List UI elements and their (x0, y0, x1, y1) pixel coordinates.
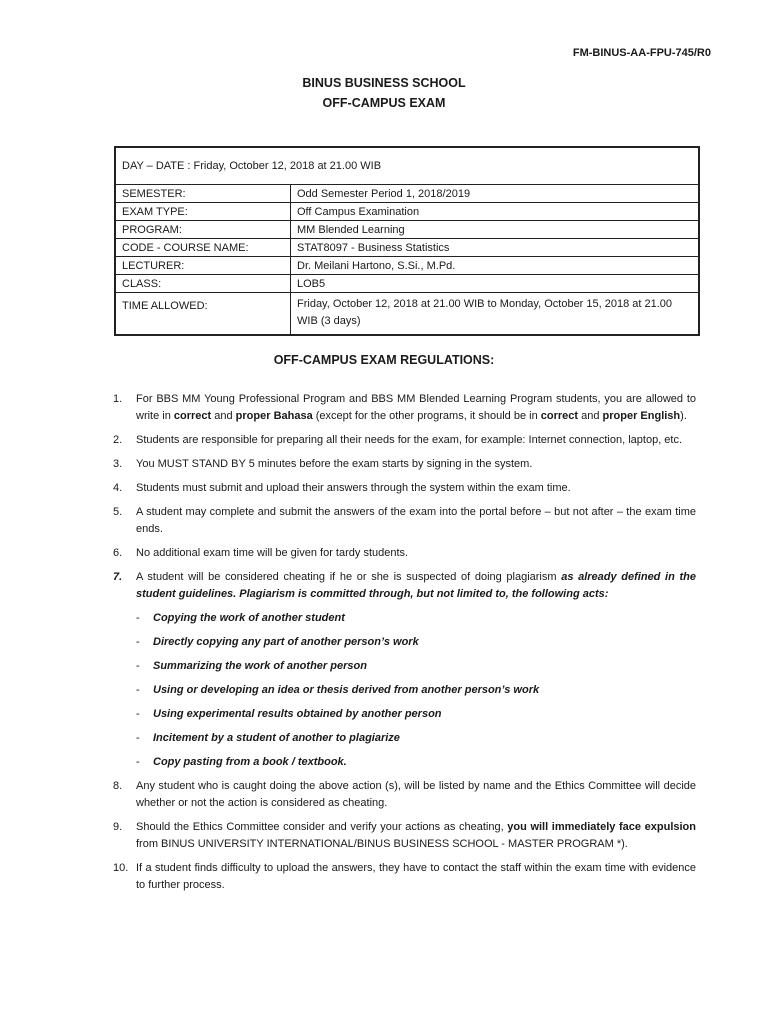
exam-type-row (115, 203, 699, 221)
regulation-item-plagiarism (113, 569, 696, 771)
act-text: Incitement by a student of another to plagiarize (153, 732, 400, 744)
info-value: Dr. Meilani Hartono, S.Si., M.Pd. (291, 257, 700, 275)
item-text: Should the Ethics Committee consider and verify your actions as cheating, (136, 821, 508, 833)
item-emphasis: as already defined in the student guidelines. Plagiarism is committed through, but not limited to, the following acts: (136, 571, 696, 600)
item-text: For BBS MM Young Professional Program and BBS MM Blended Learning Program students, you are allowed to write in (136, 393, 696, 422)
item-emphasis: you will immediately face expulsion (507, 821, 696, 833)
info-label: EXAM TYPE: (115, 203, 291, 221)
info-value: Off Campus Examination (291, 203, 700, 221)
item-number: 3. (113, 458, 123, 470)
item-number: 1. (113, 393, 123, 405)
program-row (115, 221, 699, 239)
lecturer-row (115, 257, 699, 275)
form-code: FM-BINUS-AA-FPU-745/R0 (572, 47, 711, 59)
info-value: Odd Semester Period 1, 2018/2019 (291, 185, 700, 203)
item-number: 8. (113, 780, 123, 792)
plagiarism-act (136, 706, 696, 723)
item-emphasis: proper Bahasa (235, 410, 313, 422)
item-text: Any student who is caught doing the above action (s), will be listed by name and the Ethics Committee will decide whether or not the action is considered as cheating. (136, 780, 696, 809)
regulation-item (113, 778, 696, 812)
day-date-row (115, 147, 699, 185)
item-number: 7. (113, 571, 123, 583)
plagiarism-act (136, 682, 696, 699)
plagiarism-act (136, 610, 696, 627)
regulation-item (113, 860, 696, 894)
item-text: A student will be considered cheating if he or she is suspected of doing plagiarism (136, 571, 562, 583)
regulation-item (113, 504, 696, 538)
school-title: BINUS BUSINESS SCHOOL (302, 76, 466, 90)
dash-marker: - (136, 684, 140, 696)
info-label: CLASS: (115, 275, 291, 293)
act-text: Using experimental results obtained by another person (153, 708, 442, 720)
info-label: TIME ALLOWED: (115, 293, 291, 336)
course-row (115, 239, 699, 257)
act-text: Copy pasting from a book / textbook. (153, 756, 347, 768)
item-text: No additional exam time will be given for tardy students. (136, 547, 409, 559)
document-titles (0, 73, 768, 113)
info-value: MM Blended Learning (291, 221, 700, 239)
exam-title: OFF-CAMPUS EXAM (322, 96, 446, 110)
plagiarism-act (136, 730, 696, 747)
info-label: SEMESTER: (115, 185, 291, 203)
plagiarism-act (136, 634, 696, 651)
info-label: PROGRAM: (115, 221, 291, 239)
regulation-item (113, 545, 696, 562)
dash-marker: - (136, 708, 140, 720)
plagiarism-act (136, 658, 696, 675)
item-number: 9. (113, 821, 123, 833)
item-text: You MUST STAND BY 5 minutes before the exam starts by signing in the system. (136, 458, 533, 470)
item-number: 4. (113, 482, 123, 494)
act-text: Summarizing the work of another person (153, 660, 367, 672)
act-text: Copying the work of another student (153, 612, 345, 624)
regulation-item (113, 480, 696, 497)
plagiarism-acts-list (136, 610, 696, 771)
act-text: Directly copying any part of another person’s work (153, 636, 419, 648)
item-text: and (211, 410, 236, 422)
regulation-item (113, 432, 696, 449)
day-date-cell: DAY – DATE : Friday, October 12, 2018 at 21.00 WIB (115, 147, 699, 185)
act-text: Using or developing an idea or thesis derived from another person’s work (153, 684, 540, 696)
semester-row (115, 185, 699, 203)
item-text: and (578, 410, 603, 422)
item-number: 5. (113, 506, 123, 518)
plagiarism-act (136, 754, 696, 771)
item-emphasis: proper English (602, 410, 681, 422)
regulation-item (113, 391, 696, 425)
regulations-list (113, 391, 696, 901)
info-value: LOB5 (291, 275, 700, 293)
regulation-item (113, 819, 696, 853)
info-value: STAT8097 - Business Statistics (291, 239, 700, 257)
dash-marker: - (136, 756, 140, 768)
regulation-item (113, 456, 696, 473)
dash-marker: - (136, 636, 140, 648)
exam-info-table (114, 146, 700, 336)
item-number: 6. (113, 547, 123, 559)
class-row (115, 275, 699, 293)
item-emphasis: correct (540, 410, 579, 422)
item-text: Students must submit and upload their answers through the system within the exam time. (136, 482, 571, 494)
item-text: A student may complete and submit the answers of the exam into the portal before – but not after – the exam time ends. (136, 506, 696, 535)
item-text: from BINUS UNIVERSITY INTERNATIONAL/BINUS BUSINESS SCHOOL - MASTER PROGRAM *). (136, 838, 628, 850)
item-text: Students are responsible for preparing all their needs for the exam, for example: Internet connection, laptop, etc. (136, 434, 683, 446)
info-label: LECTURER: (115, 257, 291, 275)
item-text: (except for the other programs, it should be in (312, 410, 541, 422)
dash-marker: - (136, 732, 140, 744)
item-text: If a student finds difficulty to upload the answers, they have to contact the staff within the exam time with evidence to further process. (136, 862, 696, 891)
time-allowed-row (115, 293, 699, 336)
item-number: 10. (113, 862, 129, 874)
item-number: 2. (113, 434, 123, 446)
info-label: CODE - COURSE NAME: (115, 239, 291, 257)
dash-marker: - (136, 612, 140, 624)
dash-marker: - (136, 660, 140, 672)
info-value: Friday, October 12, 2018 at 21.00 WIB to Monday, October 15, 2018 at 21.00 WIB (3 days) (291, 293, 700, 336)
item-text: ). (680, 410, 687, 422)
item-emphasis: correct (173, 410, 212, 422)
regulations-heading: OFF-CAMPUS EXAM REGULATIONS: (273, 353, 495, 367)
